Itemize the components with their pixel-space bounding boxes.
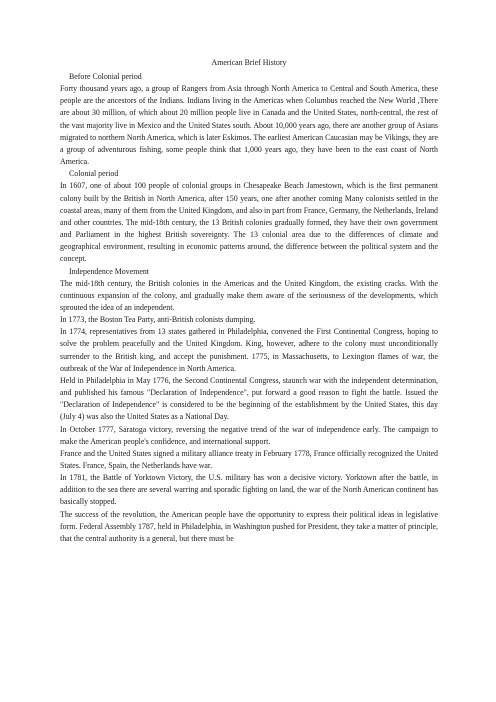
paragraph: In 1781, the Battle of Yorktown Victory, the U.S. military has won a decisive victory. Yorktown after the battle, in addition to the sea there are several warring and sporadic fighting on land, the war of the North American continent has basically stopped.: [60, 473, 438, 507]
paragraph: In 1607, one of about 100 people of colonial groups in Chesapeake Beach Jamestown, which is the first permanent colony built by the British in North America, after 150 years, one after another coming Many colonists settled in the coastal areas, many of them from the United Kingdom, and also in part from France, Germany, the Netherlands, Ireland and other countries. The mid-18th century, the 13 British colonies gradually formed, they have their own government and Parliament in the highest British sovereignty. The 13 colonial area due to the differences of climate and geographical environment, resulting in economic patterns around, the difference between the political system and the concept.: [60, 181, 438, 264]
paragraph: In October 1777, Saratoga victory, reversing the negative trend of the war of independence early. The campaign to make the American people's confidence, and international support.: [60, 424, 438, 446]
paragraph: The mid-18th century, the British colonies in the Americas and the United Kingdom, the existing cracks. With the continuous expansion of the colony, and gradually make them aware of the seriousness of the developments, which sprouted the idea of an independent.: [60, 278, 438, 312]
paragraph: Held in Philadelphia in May 1776, the Second Continental Congress, staunch war with the independent determination, and published his famous "Declaration of Independence", put forward a good reason to fight the battle. Issued the "Declaration of Independence" is considered to be the beginning of the establishment by the United States, this day (July 4) was also the United States as a National Day.: [60, 375, 438, 422]
paragraph: In 1773, the Boston Tea Party, anti-British colonists dumping.: [60, 315, 256, 325]
paragraph: Forty thousand years ago, a group of Rangers from Asia through North America to Central and South America, these people are the ancestors of the Indians. Indians living in the Americas when Columbus reached the New World ,There are about 30 million, of which about 20 million people live in Canada and the United States, north-central, the rest of the vast majority live in Mexico and the United States south. About 10,000 years ago, there are another group of Asians migrated to northern North America, which is later Eskimos. The earliest American Caucasian may be Vikings, they are a group of adventurous fishing, some people think that 1,000 years ago, they have been to the east coast of North America.: [60, 84, 438, 167]
document-body: [60, 57, 438, 545]
paragraph: The success of the revolution, the American people have the opportunity to express their political ideas in legislative form. Federal Assembly 1787, held in Philadelphia, in Washington pushed for President, they take a matter of principle, that the central authority is a general, but there must be: [60, 509, 438, 543]
section-heading-before-colonial: Before Colonial period: [69, 72, 142, 81]
document-title: American Brief History: [211, 58, 287, 67]
section-heading-colonial: Colonial period: [69, 169, 119, 179]
paragraph: France and the United States signed a military alliance treaty in February 1778, France officially recognized the United States. France, Spain, the Netherlands have war.: [60, 448, 438, 470]
section-heading-independence: Independence Movement: [69, 266, 149, 276]
paragraph: In 1774, representatives from 13 states gathered in Philadelphia, convened the First Continental Congress, hoping to solve the problem peacefully and the United Kingdom. King, however, adhere to the colony must unconditionally surrender to the British king, and accept the punishment. 1775, in Massachusetts, to Lexington flames of war, the outbreak of the War of Independence in North America.: [60, 327, 438, 373]
